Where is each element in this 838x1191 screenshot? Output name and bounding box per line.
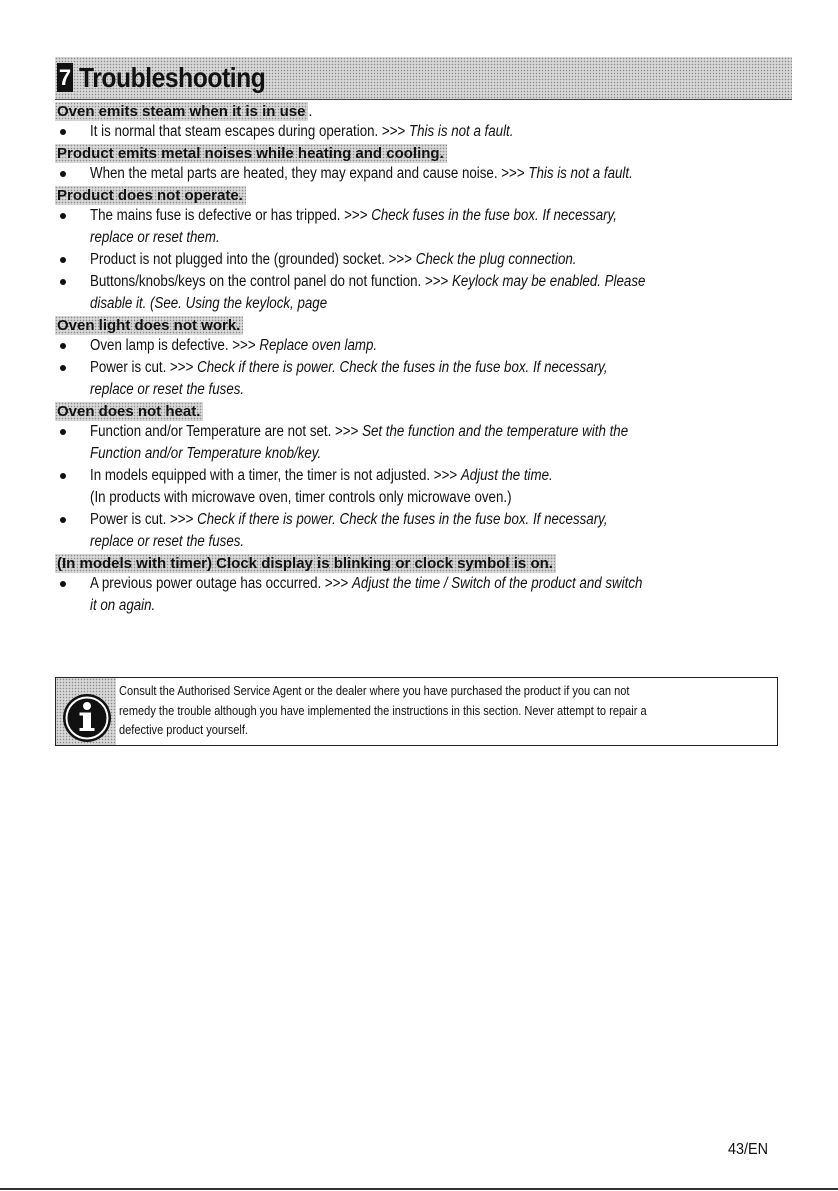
section-heading-row [55,315,792,335]
list-item-line [90,227,694,249]
bullet-icon [60,213,66,219]
cause-text: When the metal parts are heated, they may expand and cause noise. >>> [90,165,529,182]
bullet-icon [60,257,66,263]
list-item [55,163,792,185]
solution-text: Keylock may be enabled. Please [452,273,646,290]
solution-text: disable it. (See. Using the keylock, page [90,295,328,312]
solution-text: Function and/or Temperature knob/key. [90,445,322,462]
bullet-icon [60,429,66,435]
list-item-line [90,465,694,487]
solution-text: Replace oven lamp. [259,337,378,354]
bullet-icon [60,171,66,177]
troubleshooting-section [55,553,792,617]
info-icon [59,688,115,744]
cause-text: Power is cut. >>> [90,511,198,528]
list-item-line [90,249,694,271]
solution-text: This is not a fault. [528,165,633,182]
cause-text: Oven lamp is defective. >>> [90,337,260,354]
cause-text: (In products with microwave oven, timer controls only microwave oven.) [90,489,512,506]
info-note-line: remedy the trouble although you have implemented the instructions in this section. Never attempt to repair a [119,702,647,718]
troubleshooting-section [55,401,792,553]
chapter-header [55,57,792,100]
troubleshooting-section [55,143,792,185]
solution-text: Adjust the time / Switch of the product and switch [351,575,643,592]
list-item [55,121,792,143]
solution-text: replace or reset them. [90,229,220,246]
list-item-line [90,487,694,509]
cause-text: Buttons/knobs/keys on the control panel do not function. >>> [90,273,453,290]
chapter-number-badge: 7 [58,65,72,90]
bullet-icon [60,279,66,285]
list-item-line [90,271,694,293]
section-heading: (In models with timer) Clock display is blinking or clock symbol is on. [55,554,556,573]
bullet-icon [60,581,66,587]
info-note [55,677,778,746]
list-item-line [90,421,694,443]
cause-text: Power is cut. >>> [90,359,198,376]
cause-text: The mains fuse is defective or has tripped. >>> [90,207,372,224]
solution-text: This is not a fault. [408,123,514,140]
list-item [55,205,792,249]
section-heading: Product does not operate. [55,186,246,205]
bullet-icon [60,473,66,479]
cause-text: In models equipped with a timer, the timer is not adjusted. >>> [90,467,461,484]
list-item-line [90,121,694,143]
solution-text: replace or reset the fuses. [90,381,245,398]
section-heading-row [55,401,792,421]
list-item-line [90,509,694,531]
cause-text: It is normal that steam escapes during operation. >>> [90,123,409,140]
list-item-line [90,335,694,357]
info-note-line: Consult the Authorised Service Agent or the dealer where you have purchased the product if you can not [119,683,630,698]
section-heading: Oven does not heat. [55,402,203,421]
list-item-line [90,531,694,553]
info-note-text [119,681,765,740]
list-item [55,573,792,617]
cause-text: A previous power outage has occurred. >>> [90,575,352,592]
info-note-line: defective product yourself. [119,722,248,737]
section-heading-row [55,101,792,121]
section-heading-row [55,143,792,163]
list-item [55,335,792,357]
section-heading: Product emits metal noises while heating and cooling. [55,144,447,163]
section-heading: Oven emits steam when it is in use [55,102,308,121]
section-heading-row [55,185,792,205]
solution-text: Set the function and the temperature with the [362,423,629,440]
list-item-line [90,163,694,185]
list-item [55,357,792,401]
cause-text: Function and/or Temperature are not set. >>> [90,423,363,440]
solution-text: Check fuses in the fuse box. If necessary, [371,207,617,224]
section-heading-row [55,553,792,573]
list-item-line [90,357,694,379]
list-item [55,465,792,509]
page-number: 43/EN [728,1141,769,1158]
bullet-icon [60,129,66,135]
cause-text: Product is not plugged into the (grounded) socket. >>> [90,251,416,268]
section-heading: Oven light does not work. [55,316,243,335]
list-item [55,249,792,271]
list-item-line [90,443,694,465]
list-item [55,509,792,553]
footer-rule [0,1188,838,1190]
bullet-icon [60,517,66,523]
solution-text: Check if there is power. Check the fuses in the fuse box. If necessary, [197,359,608,376]
solution-text: Adjust the time. [460,467,553,484]
list-item-line [90,293,694,315]
list-item-line [90,379,694,401]
page-title: Troubleshooting [79,62,266,93]
section-heading-suffix: . [308,103,313,120]
solution-text: Check if there is power. Check the fuses in the fuse box. If necessary, [197,511,608,528]
bullet-icon [60,365,66,371]
bullet-icon [60,343,66,349]
info-icon-background [56,678,116,745]
solution-text: Check the plug connection. [415,251,577,268]
list-item-line [90,595,694,617]
list-item-line [90,573,694,595]
solution-text: it on again. [90,597,156,614]
troubleshooting-section [55,315,792,401]
troubleshooting-section [55,185,792,315]
list-item [55,271,792,315]
list-item [55,421,792,465]
troubleshooting-list [55,101,792,617]
list-item-line [90,205,694,227]
troubleshooting-section [55,101,792,143]
solution-text: replace or reset the fuses. [90,533,245,550]
